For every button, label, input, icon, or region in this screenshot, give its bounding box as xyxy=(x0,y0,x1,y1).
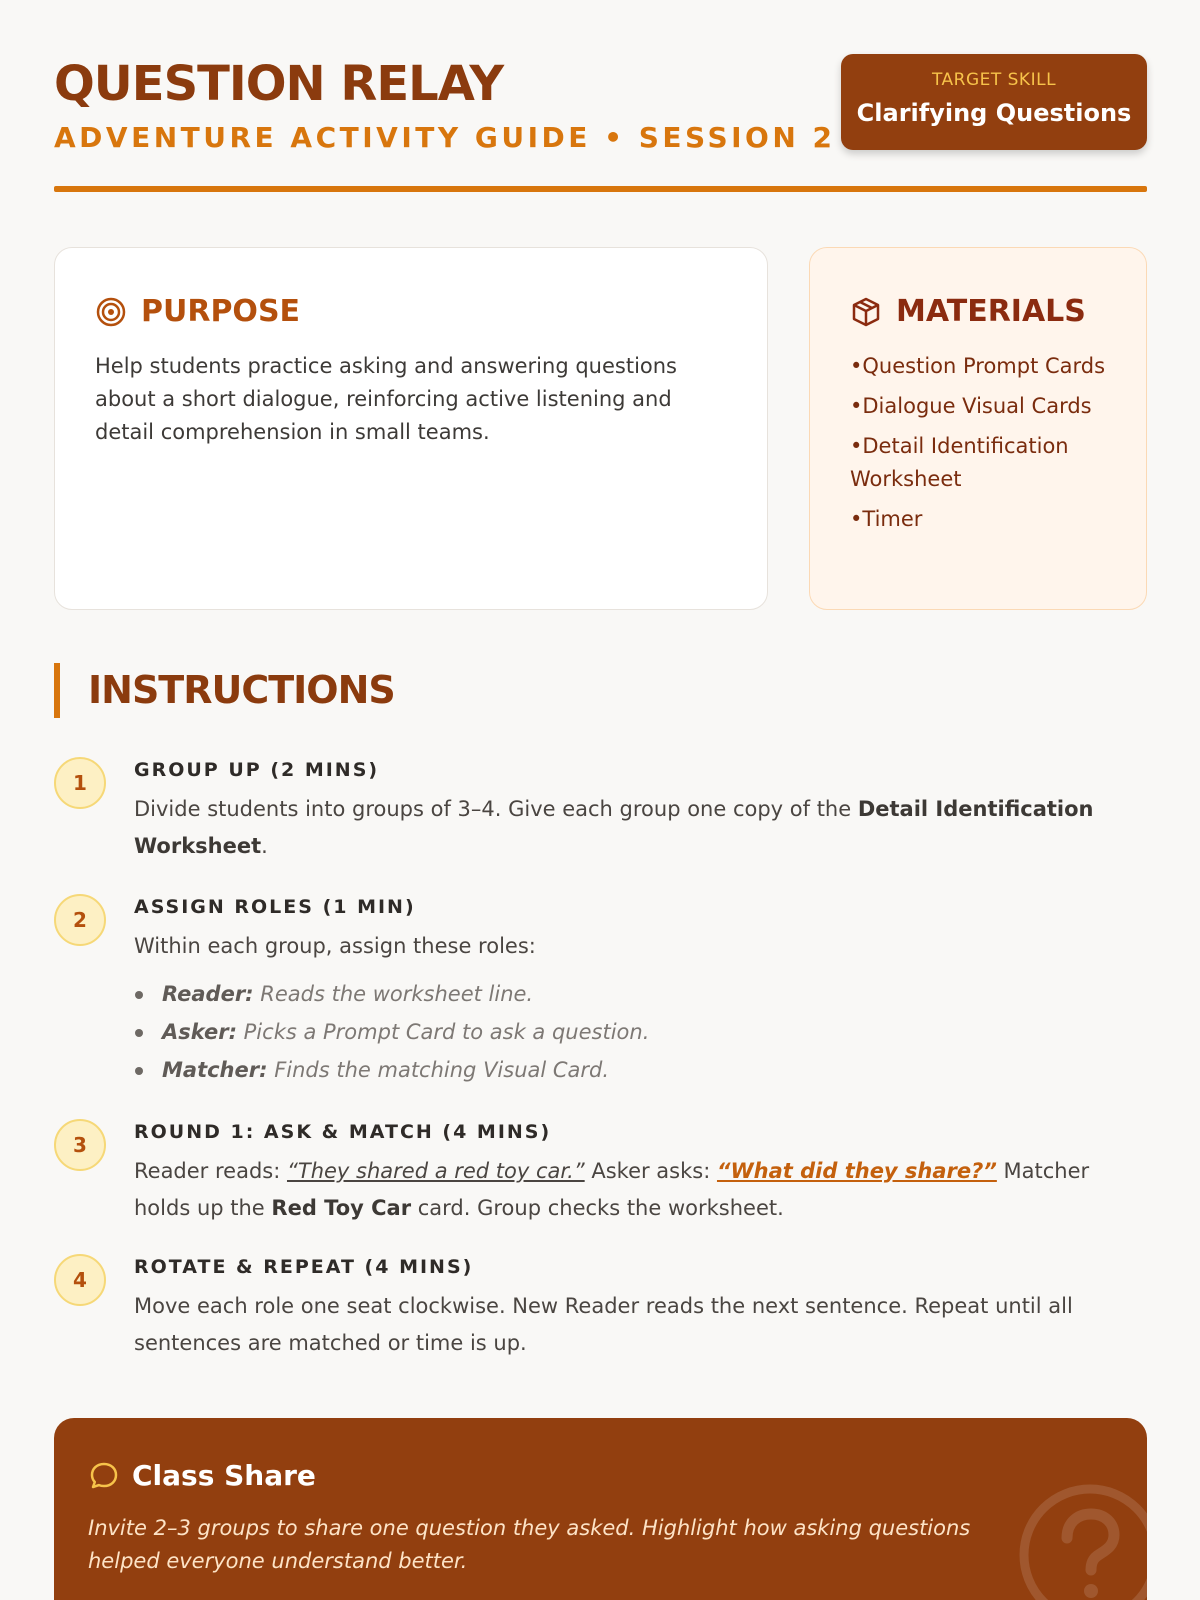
list-item: • Detail Identification Worksheet xyxy=(850,430,1106,496)
class-share-heading: Class Share xyxy=(132,1459,316,1492)
purpose-card xyxy=(54,247,768,610)
step-title: ASSIGN ROLES (1 MIN) xyxy=(134,896,416,918)
list-item: Asker: Picks a Prompt Card to ask a question. xyxy=(134,1013,1147,1051)
header-divider xyxy=(54,186,1147,192)
target-skill-value: Clarifying Questions xyxy=(856,99,1132,127)
step-number: 4 xyxy=(54,1254,106,1306)
list-item: • Dialogue Visual Cards xyxy=(850,390,1106,423)
class-share-text: Invite 2–3 groups to share one question they asked. Highlight how asking questions helped everyone understand better. xyxy=(88,1516,971,1573)
roles-list xyxy=(134,975,1147,1089)
step-text: Move each role one seat clockwise. New Reader reads the next sentence. Repeat until all sentences are matched or time is up. xyxy=(134,1294,1073,1355)
emphasis: Detail Identification Worksheet xyxy=(134,797,1094,858)
step-title: ROUND 1: ASK & MATCH (4 MINS) xyxy=(134,1121,552,1143)
emphasis: Red Toy Car xyxy=(271,1196,412,1220)
list-item: Reader: Reads the worksheet line. xyxy=(134,975,1147,1013)
list-item: • Timer xyxy=(850,503,1106,536)
step-text: Within each group, assign these roles: xyxy=(134,934,536,958)
box-icon xyxy=(850,296,882,328)
chat-bubble-icon xyxy=(88,1460,120,1492)
example-question: “What did they share?” xyxy=(716,1159,997,1183)
materials-card xyxy=(809,247,1147,610)
header xyxy=(54,54,1147,194)
list-item: • Question Prompt Cards xyxy=(850,350,1106,383)
target-skill-label: TARGET SKILL xyxy=(931,70,1057,90)
purpose-heading: PURPOSE xyxy=(141,294,301,329)
materials-list xyxy=(850,350,1106,536)
step-number: 1 xyxy=(54,757,106,809)
step-number: 2 xyxy=(54,894,106,946)
target-icon xyxy=(95,296,127,328)
step-title: ROTATE & REPEAT (4 MINS) xyxy=(134,1256,474,1278)
activity-guide-page xyxy=(54,0,1147,1600)
step-title: GROUP UP (2 MINS) xyxy=(134,759,380,781)
purpose-text: Help students practice asking and answering questions about a short dialogue, reinforcing active listening and detail comprehension in small teams. xyxy=(95,354,678,444)
step-number: 3 xyxy=(54,1119,106,1171)
list-item: Matcher: Finds the matching Visual Card. xyxy=(134,1051,1147,1089)
materials-heading: MATERIALS xyxy=(896,294,1086,329)
example-sentence: “They shared a red toy car.” xyxy=(286,1159,585,1183)
page-subtitle: ADVENTURE ACTIVITY GUIDE • SESSION 2 xyxy=(54,121,836,154)
instructions-heading-block xyxy=(54,663,395,718)
instructions-heading: INSTRUCTIONS xyxy=(88,668,395,712)
step-text: Reader reads: “They shared a red toy car.” Asker asks: “What did they share?” Matcher holds up the Red Toy Car card. Group checks the worksheet. xyxy=(134,1159,1090,1220)
class-share-panel xyxy=(54,1418,1147,1600)
target-skill-badge xyxy=(841,54,1147,150)
question-mark-icon xyxy=(1015,1480,1147,1600)
page-title: QUESTION RELAY xyxy=(54,56,504,112)
step-text: Divide students into groups of 3–4. Give each group one copy of the Detail Identification Worksheet. xyxy=(134,797,1094,858)
